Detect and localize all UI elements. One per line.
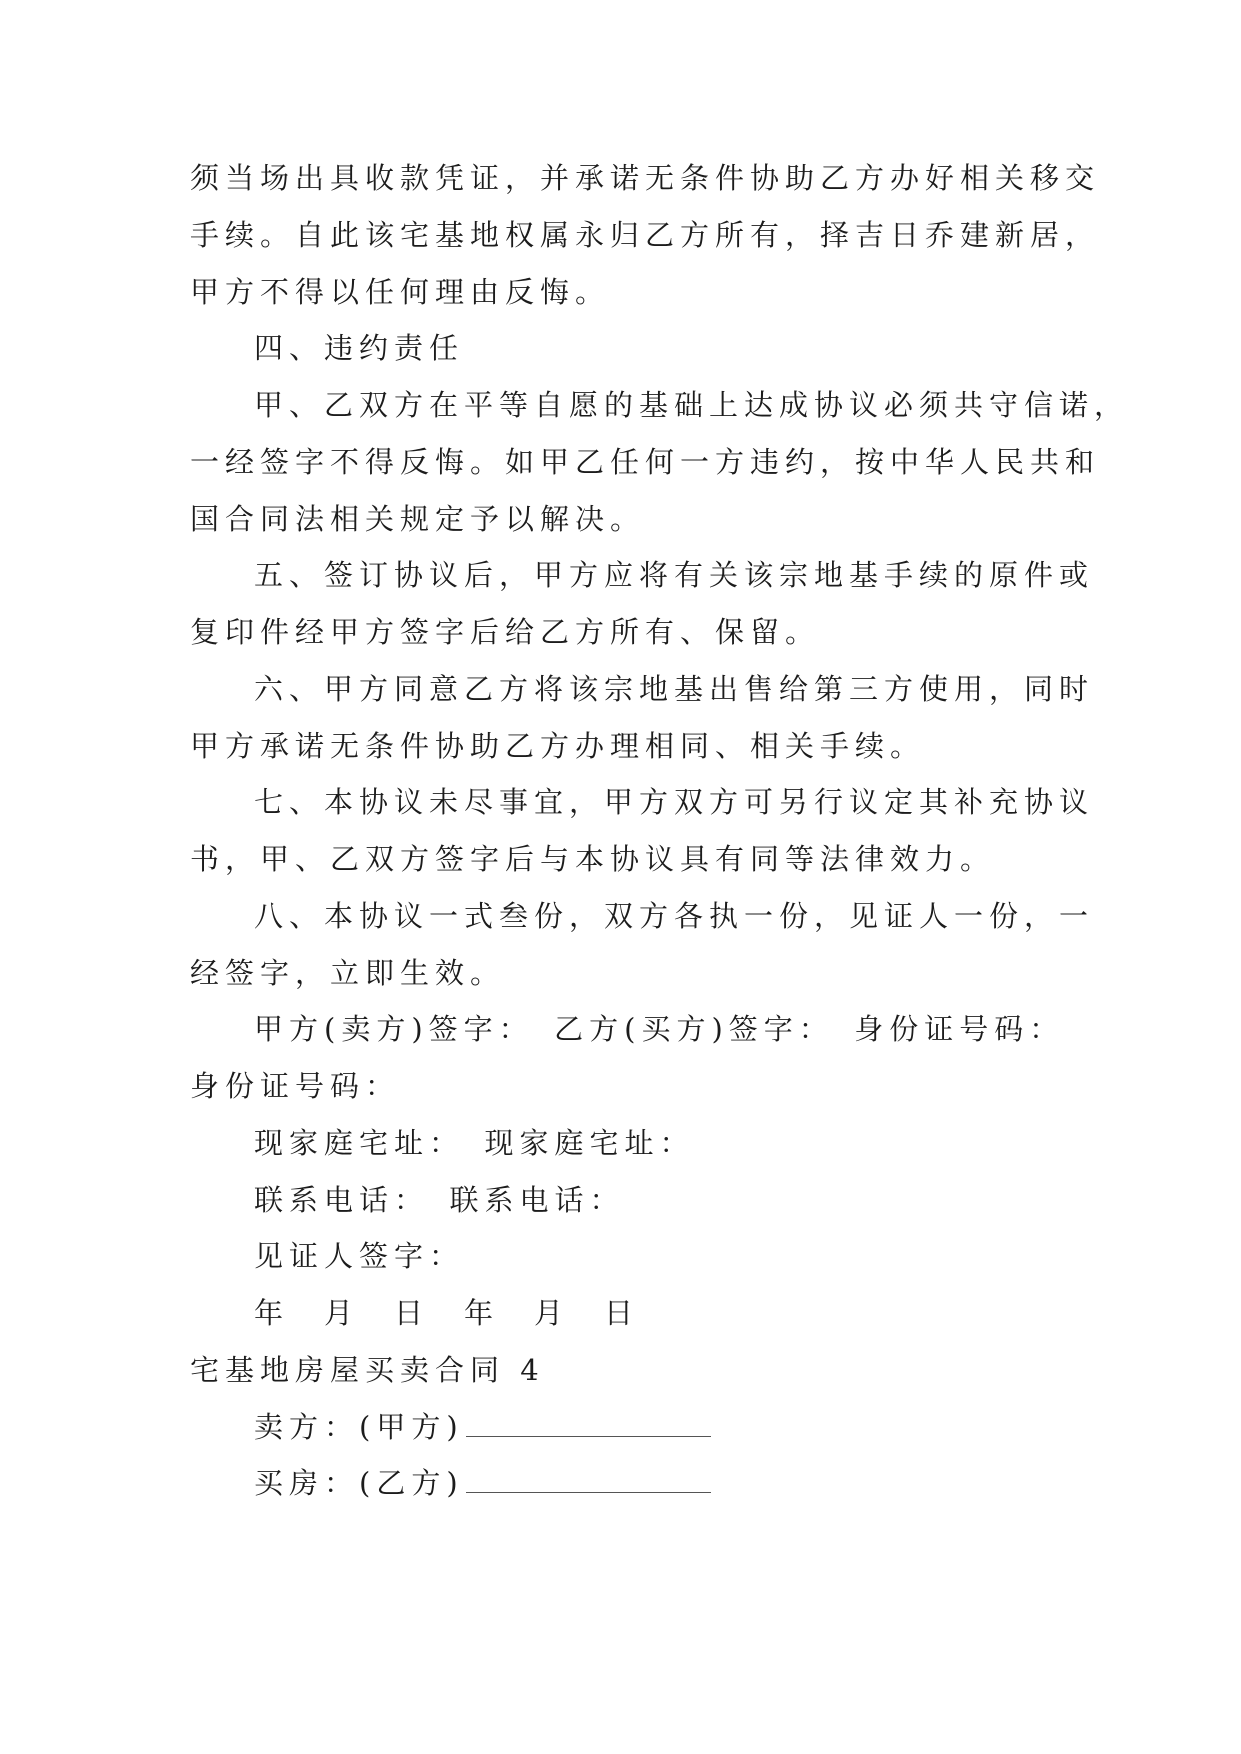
seller-blank xyxy=(466,1406,711,1437)
buyer-label: 买房：(乙方) xyxy=(254,1466,464,1500)
text-line: 甲、乙双方在平等自愿的基础上达成协议必须共守信诺， xyxy=(254,388,1130,422)
phone-line: 联系电话： 联系电话： xyxy=(254,1183,625,1217)
seller-label: 卖方：(甲方) xyxy=(254,1410,464,1444)
text-line: 复印件经甲方签字后给乙方所有、保留。 xyxy=(190,615,821,649)
text-line: 国合同法相关规定予以解决。 xyxy=(190,502,646,536)
text-line: 经签字，立即生效。 xyxy=(190,956,506,990)
buyer-line xyxy=(254,1461,1134,1505)
text-line: 甲方承诺无条件协助乙方办理相同、相关手续。 xyxy=(190,729,926,763)
signature-line: 身份证号码： xyxy=(190,1069,401,1103)
text-line: 一经签字不得反悔。如甲乙任何一方违约，按中华人民共和 xyxy=(190,445,1101,479)
seller-line xyxy=(254,1405,1134,1449)
section-heading: 四、违约责任 xyxy=(254,331,465,365)
text-line: 手续。自此该宅基地权属永归乙方所有，择吉日乔建新居， xyxy=(190,218,1101,252)
address-line: 现家庭宅址： 现家庭宅址： xyxy=(254,1126,695,1160)
text-line: 甲方不得以任何理由反悔。 xyxy=(190,275,611,309)
witness-line: 见证人签字： xyxy=(254,1239,465,1273)
date-line: 年 月 日 年 月 日 xyxy=(254,1296,640,1330)
text-line: 七、本协议未尽事宜，甲方双方可另行议定其补充协议 xyxy=(254,785,1095,819)
text-line: 书，甲、乙双方签字后与本协议具有同等法律效力。 xyxy=(190,842,996,876)
text-line: 五、签订协议后，甲方应将有关该宗地基手续的原件或 xyxy=(254,558,1095,592)
text-line: 六、甲方同意乙方将该宗地基出售给第三方使用，同时 xyxy=(254,672,1095,706)
text-line: 八、本协议一式叁份，双方各执一份，见证人一份，一 xyxy=(254,899,1095,933)
text-line: 须当场出具收款凭证，并承诺无条件协助乙方办好相关移交 xyxy=(190,161,1101,195)
buyer-blank xyxy=(466,1462,711,1493)
signature-line: 甲方(卖方)签字： 乙方(买方)签字： 身份证号码： xyxy=(254,1012,1065,1046)
contract-title: 宅基地房屋买卖合同 4 xyxy=(190,1353,545,1387)
